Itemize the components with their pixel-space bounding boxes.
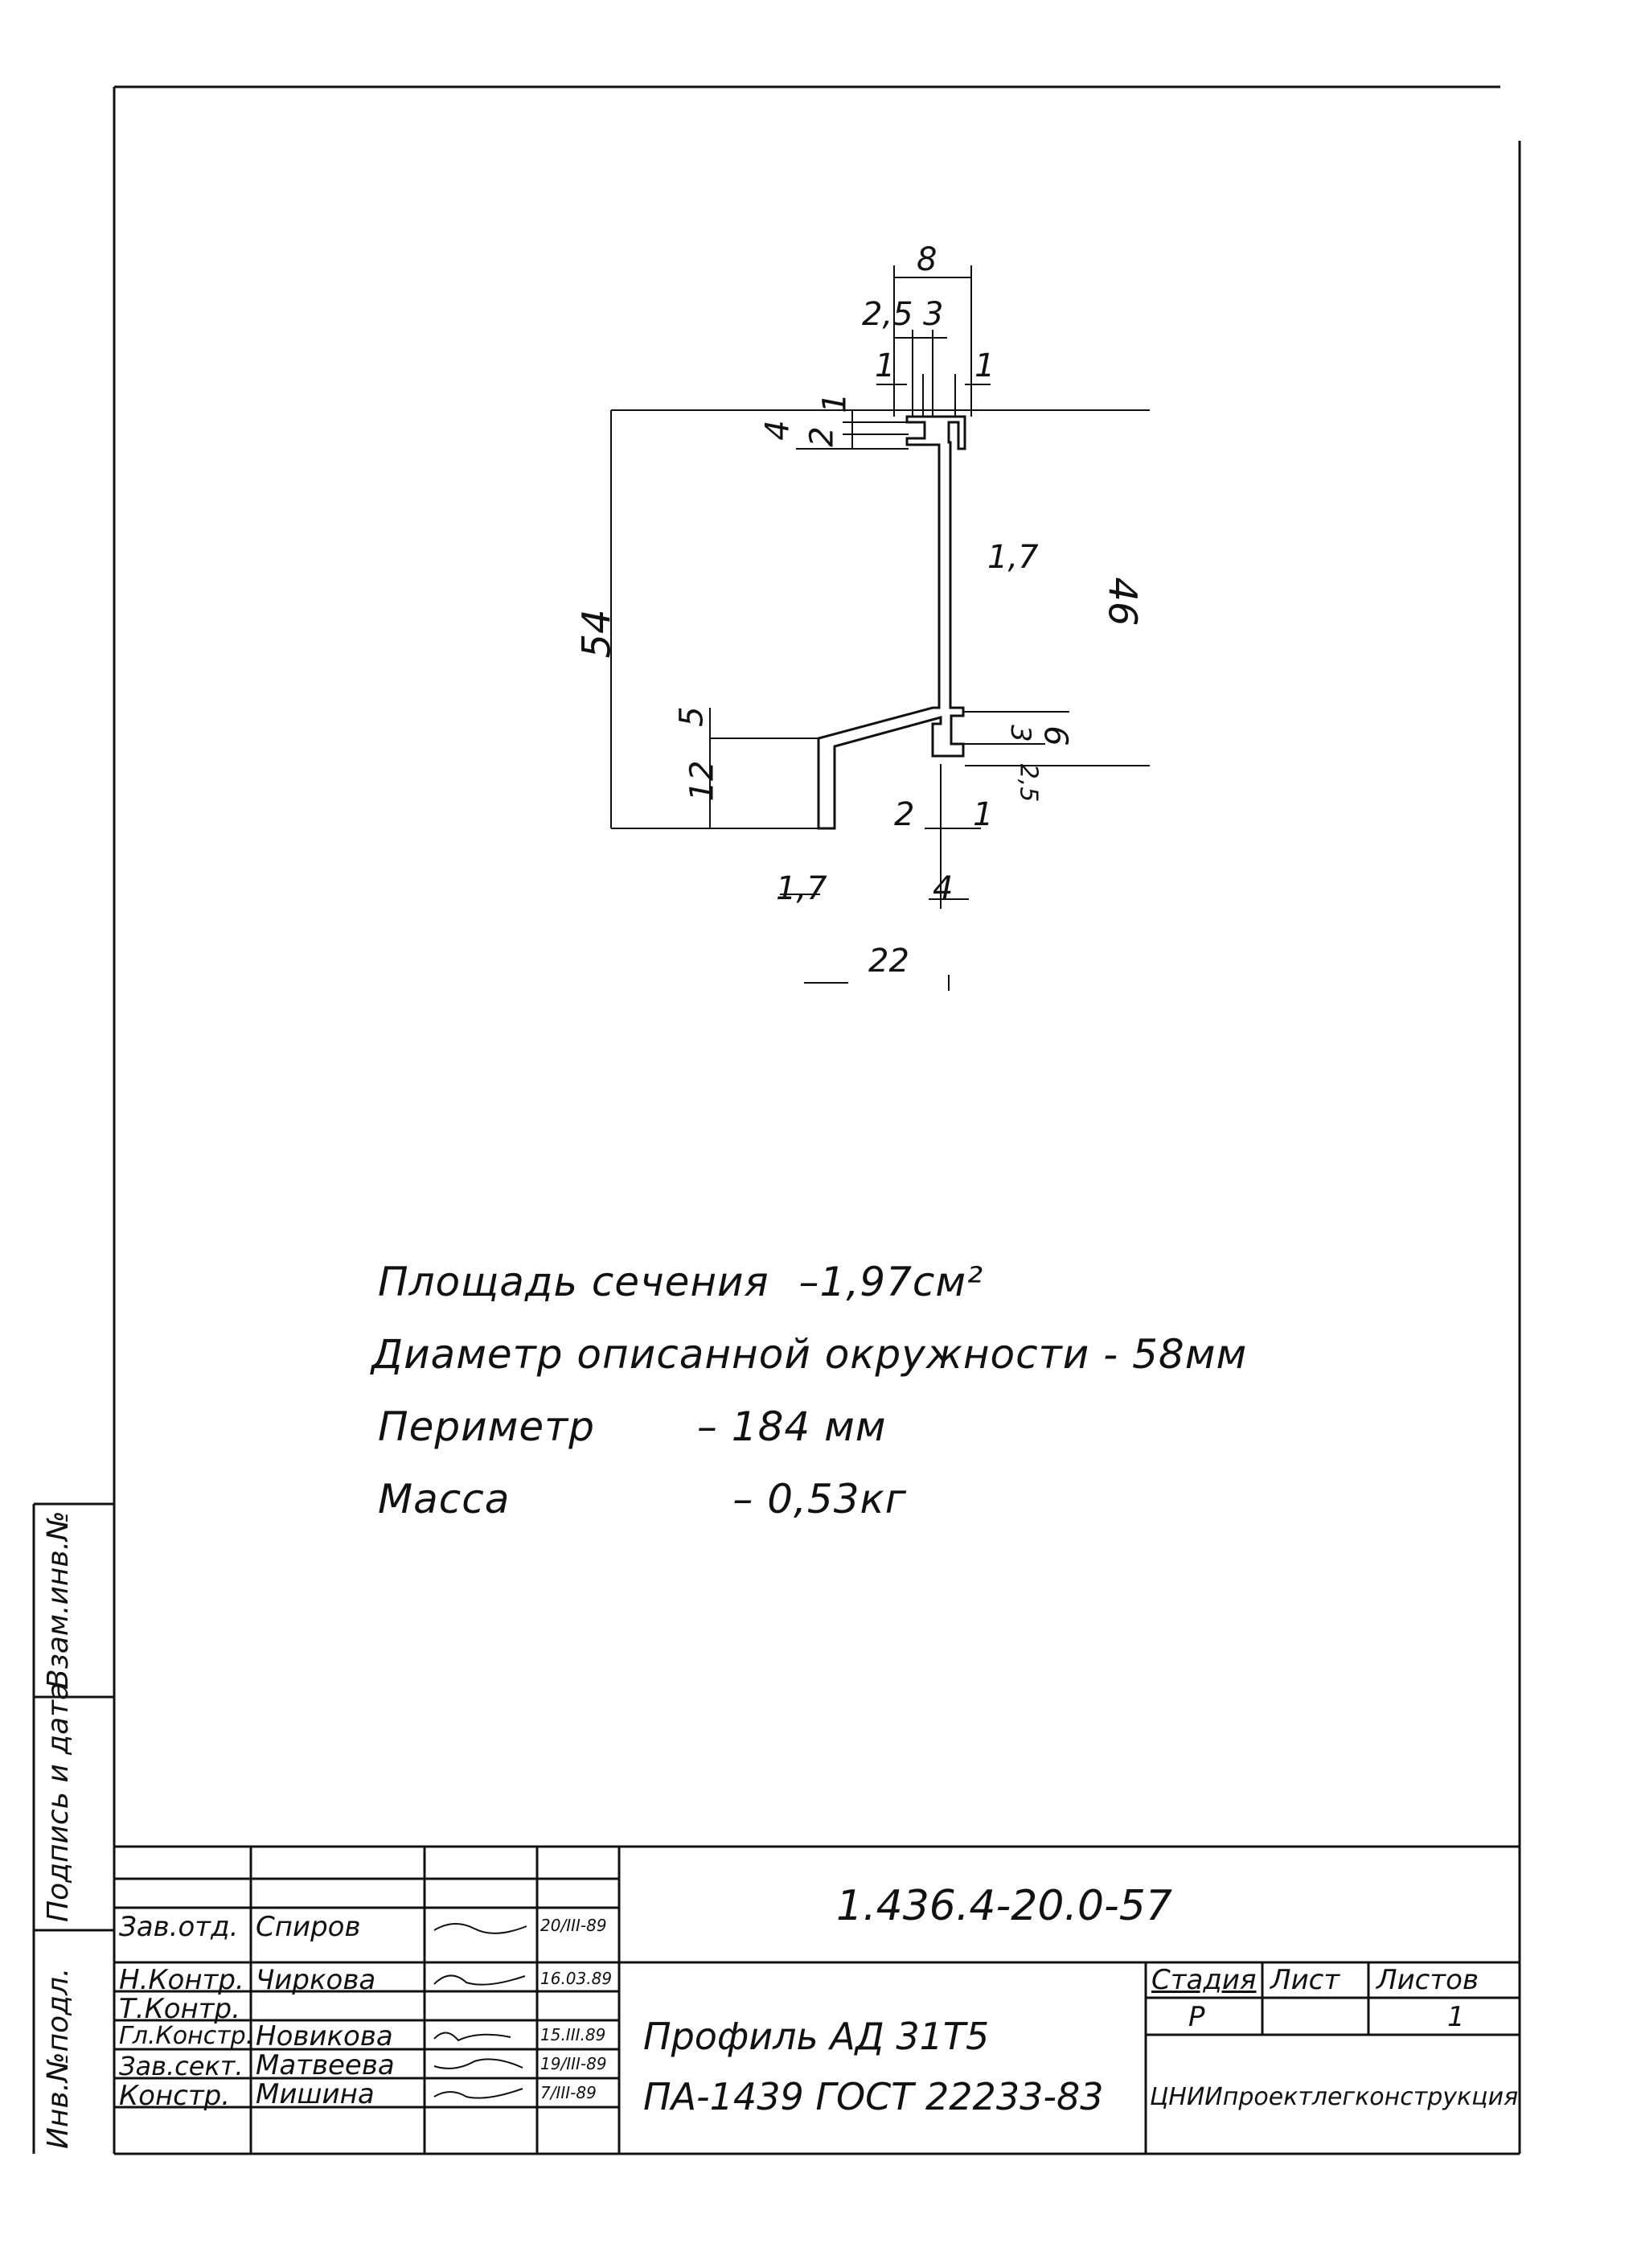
row-role: Констр. — [119, 2080, 231, 2112]
dim-top-flange-inner: 2 — [803, 426, 841, 447]
dim-top-wall-right: 1 — [974, 347, 995, 384]
organization-name: ЦНИИпроектлегконструкция — [1150, 2083, 1519, 2111]
row-name: Чиркова — [256, 1964, 376, 1996]
row-role: Гл.Констр. — [119, 2022, 254, 2050]
row-name: Мишина — [256, 2078, 375, 2110]
dim-bottom-slot: 3 — [1003, 725, 1036, 742]
dim-bottom-wall: 2 — [894, 796, 915, 833]
dim-leg-thickness: 1,7 — [776, 870, 827, 907]
property-area — [378, 1259, 983, 1305]
dim-overall-width: 22 — [868, 943, 909, 980]
row-date: 19/III-89 — [540, 2054, 607, 2073]
property-perimeter-value: – 184 мм — [696, 1403, 887, 1450]
sheets-value: 1 — [1447, 2001, 1465, 2033]
dim-bottom-flange-w: 4 — [933, 870, 954, 907]
row-role: Т.Контр. — [119, 1993, 240, 2025]
document-code: 1.436.4-20.0-57 — [836, 1882, 1172, 1930]
row-role: Зав.сект. — [119, 2051, 244, 2081]
row-date: 16.03.89 — [540, 1969, 613, 1988]
property-area-value: –1,97см² — [798, 1259, 984, 1305]
dim-bottom-flange: 6 — [1036, 725, 1074, 746]
property-mass — [378, 1476, 907, 1522]
title-line-1: Профиль АД 31Т5 — [643, 2015, 990, 2058]
profile-outline — [818, 417, 965, 828]
property-diameter-label: Диаметр описанной окружности — [371, 1331, 1090, 1378]
title-line-2: ПА-1439 ГОСТ 22233-83 — [643, 2075, 1104, 2118]
dim-right-height: 46 — [1099, 577, 1145, 627]
property-diameter-value: - 58мм — [1103, 1331, 1248, 1378]
property-mass-label: Масса — [378, 1476, 511, 1522]
property-mass-value: – 0,53кг — [732, 1476, 908, 1522]
property-area-label: Площадь сечения — [378, 1259, 769, 1305]
signature-mark — [430, 2081, 531, 2105]
row-date: 7/III-89 — [540, 2083, 597, 2102]
property-perimeter-label: Периметр — [378, 1403, 595, 1450]
row-role: Н.Контр. — [119, 1964, 244, 1996]
row-name: Спиров — [256, 1911, 361, 1943]
signature-mark — [430, 1966, 531, 1991]
dim-top-flange-thin: 1 — [816, 392, 854, 413]
property-perimeter — [378, 1403, 887, 1450]
dim-top-gap: 2,5 — [862, 296, 913, 333]
sheet-header: Лист — [1270, 1964, 1340, 1996]
stage-header: Стадия — [1151, 1964, 1257, 1996]
dim-top-flange-h: 4 — [759, 420, 797, 441]
property-diameter — [371, 1331, 1247, 1378]
row-name: Новикова — [256, 2020, 393, 2052]
dim-bottom-thin: 1 — [973, 796, 994, 833]
dim-top-width: 8 — [917, 241, 937, 278]
sheets-header: Листов — [1376, 1964, 1479, 1996]
dim-bottom-gap: 2,5 — [1014, 763, 1043, 803]
side-label-replace-inv: Взам.инв.№ — [42, 1510, 75, 1689]
signature-mark — [430, 2023, 531, 2047]
dim-top-slot: 3 — [923, 296, 944, 333]
side-label-signature-date: Подпись и дата — [42, 1682, 75, 1922]
row-date: 15.III.89 — [540, 2025, 606, 2044]
dim-web-thickness: 1,7 — [987, 539, 1039, 576]
row-name: Матвеева — [256, 2049, 395, 2081]
side-label-inv-no: Инв.№подл. — [42, 1967, 75, 2149]
row-date: 20/III-89 — [540, 1916, 607, 1935]
signature-mark — [430, 2052, 531, 2076]
dim-leg-height: 12 — [683, 760, 721, 802]
row-role: Зав.отд. — [119, 1911, 239, 1943]
dim-leg-offset: 5 — [673, 706, 711, 727]
signature-mark — [430, 1914, 531, 1938]
profile-section — [818, 417, 965, 828]
stage-value: Р — [1188, 2001, 1205, 2033]
dim-overall-height: 54 — [574, 609, 620, 659]
dim-top-wall-left: 1 — [875, 347, 896, 384]
